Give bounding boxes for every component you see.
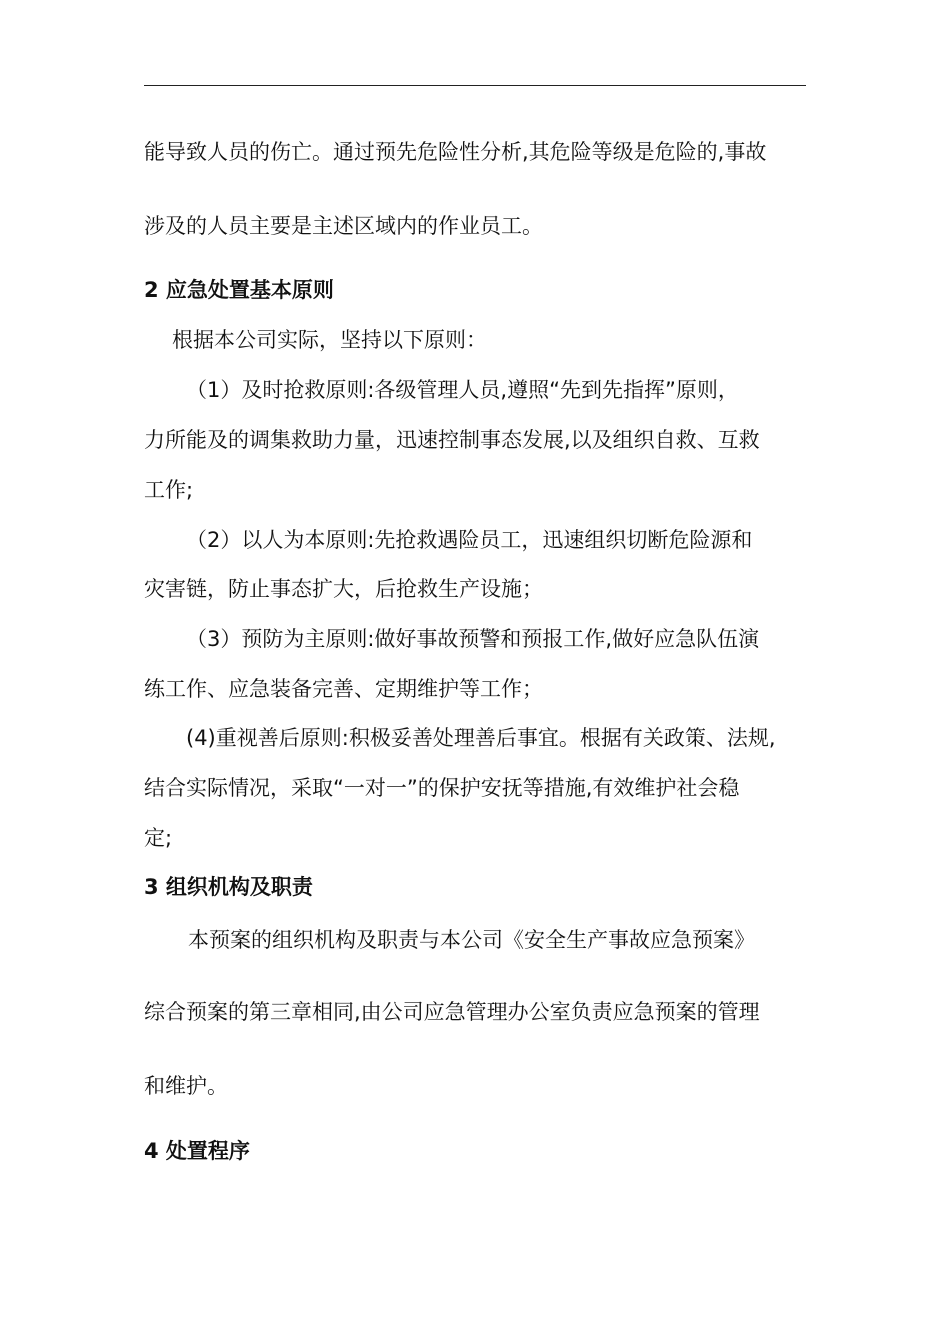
- paragraph-line: 定;: [144, 826, 173, 850]
- paragraph-line: 和维护。: [144, 1074, 228, 1098]
- paragraph-line: 练工作、应急装备完善、定期维护等工作；: [144, 677, 543, 701]
- paragraph-line: （1）及时抢救原则:各级管理人员,遵照“先到先指挥”原则，: [186, 378, 739, 402]
- paragraph-line: 工作;: [144, 478, 194, 502]
- section-heading-3: 3 组织机构及职责: [144, 875, 313, 899]
- section-heading-2: 2 应急处置基本原则: [144, 278, 334, 302]
- header-rule: [144, 85, 806, 86]
- section-heading-4: 4 处置程序: [144, 1139, 250, 1163]
- paragraph-line: （2）以人为本原则:先抢救遇险员工，迅速组织切断危险源和: [186, 528, 753, 552]
- paragraph-line: 灾害链，防止事态扩大，后抢救生产设施；: [144, 577, 543, 601]
- paragraph-line: 力所能及的调集救助力量，迅速控制事态发展,以及组织自救、互救: [144, 428, 760, 452]
- paragraph-line: 根据本公司实际，坚持以下原则：: [172, 328, 487, 352]
- paragraph-line: (4)重视善后原则:积极妥善处理善后事宜。根据有关政策、法规,: [186, 726, 776, 750]
- paragraph-line: 综合预案的第三章相同,由公司应急管理办公室负责应急预案的管理: [144, 1000, 760, 1024]
- paragraph-line: 能导致人员的伤亡。通过预先危险性分析,其危险等级是危险的,事故: [144, 140, 767, 164]
- paragraph-line: 本预案的组织机构及职责与本公司《安全生产事故应急预案》: [188, 928, 755, 952]
- paragraph-line: 结合实际情况，采取“一对一”的保护安抚等措施,有效维护社会稳: [144, 776, 740, 800]
- paragraph-line: （3）预防为主原则:做好事故预警和预报工作,做好应急队伍演: [186, 627, 760, 651]
- paragraph-line: 涉及的人员主要是主述区域内的作业员工。: [144, 214, 543, 238]
